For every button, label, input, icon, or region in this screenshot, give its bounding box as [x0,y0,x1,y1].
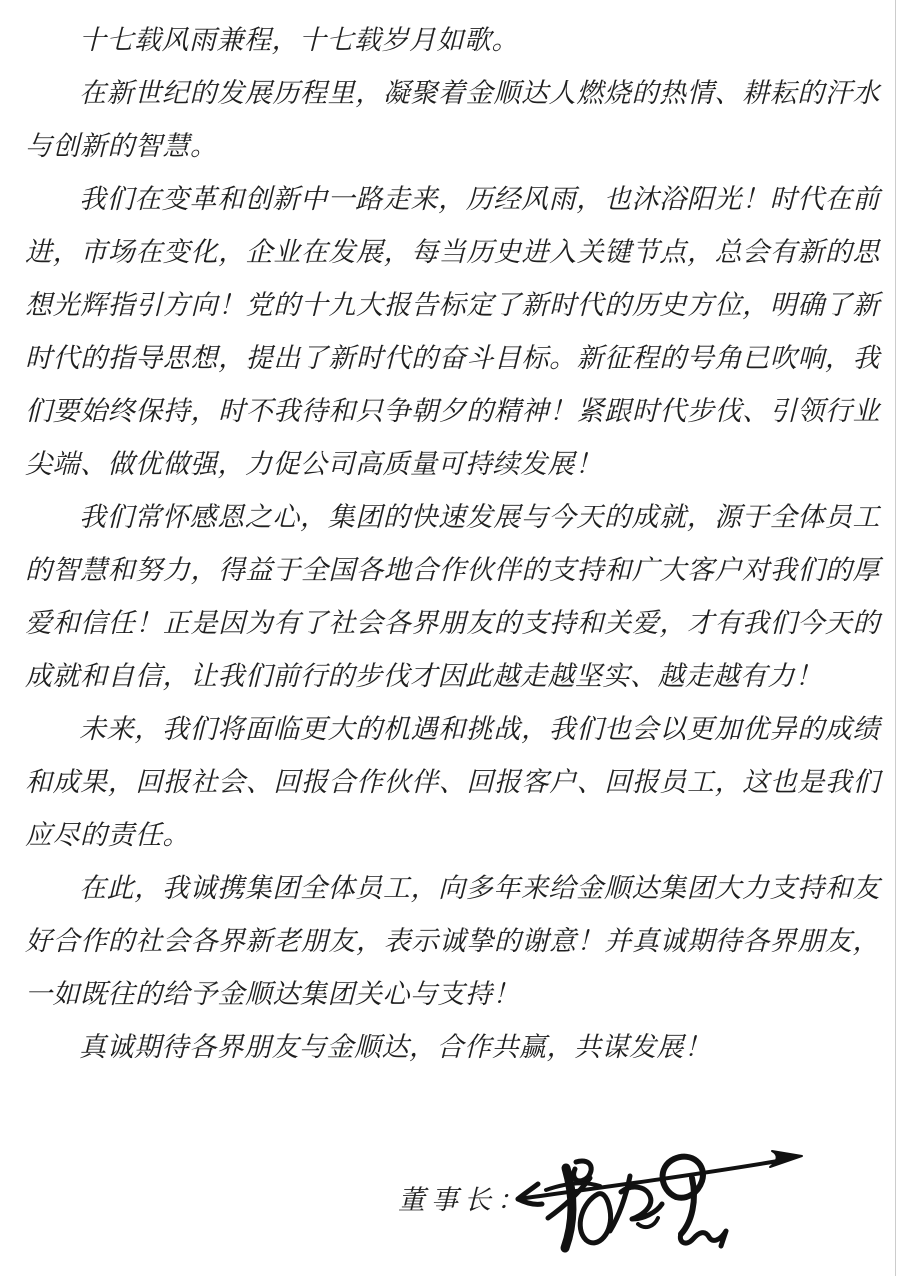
paragraph: 真诚期待各界朋友与金顺达，合作共赢，共谋发展！ [79,1032,712,1062]
signature-section [0,1128,900,1276]
chairman-signature [478,1134,813,1258]
paragraph: 十七载风雨兼程，十七载岁月如歌。 [79,25,519,55]
paragraph: 我们在变革和创新中一路走来，历经风雨，也沐浴阳光！时代在前进，市场在变化，企业在发展，每当历史进入关键节点，总会有新的思想光辉指引方向！党的十九大报告标定了新时代的历史方位，明确了新时代的指导思想，提出了新时代的奋斗目标。新征程的号角已吹响，我们要始终保持，时不我待和只争朝夕的精神！紧跟时代步伐、引领行业尖端、做优做强，力促公司高质量可持续发展！ [25,184,880,479]
paragraph: 未来，我们将面临更大的机遇和挑战，我们也会以更加优异的成绩和成果，回报社会、回报合作伙伴、回报客户、回报员工，这也是我们应尽的责任。 [25,714,880,850]
letter-body [25,14,880,1074]
paragraph: 我们常怀感恩之心，集团的快速发展与今天的成就，源于全体员工的智慧和努力，得益于全国各地合作伙伴的支持和广大客户对我们的厚爱和信任！正是因为有了社会各界朋友的支持和关爱，才有我们今天的成就和自信，让我们前行的步伐才因此越走越坚实、越走越有力！ [25,502,880,691]
signature-icon [478,1134,813,1258]
page-edge-line [895,0,896,1276]
chairman-title-label: 董事长： [398,1185,530,1215]
paragraph: 在此，我诚携集团全体员工，向多年来给金顺达集团大力支持和友好合作的社会各界新老朋友，表示诚挚的谢意！并真诚期待各界朋友，一如既往的给予金顺达集团关心与支持！ [25,873,880,1009]
paragraph: 在新世纪的发展历程里，凝聚着金顺达人燃烧的热情、耕耘的汗水与创新的智慧。 [25,78,880,161]
